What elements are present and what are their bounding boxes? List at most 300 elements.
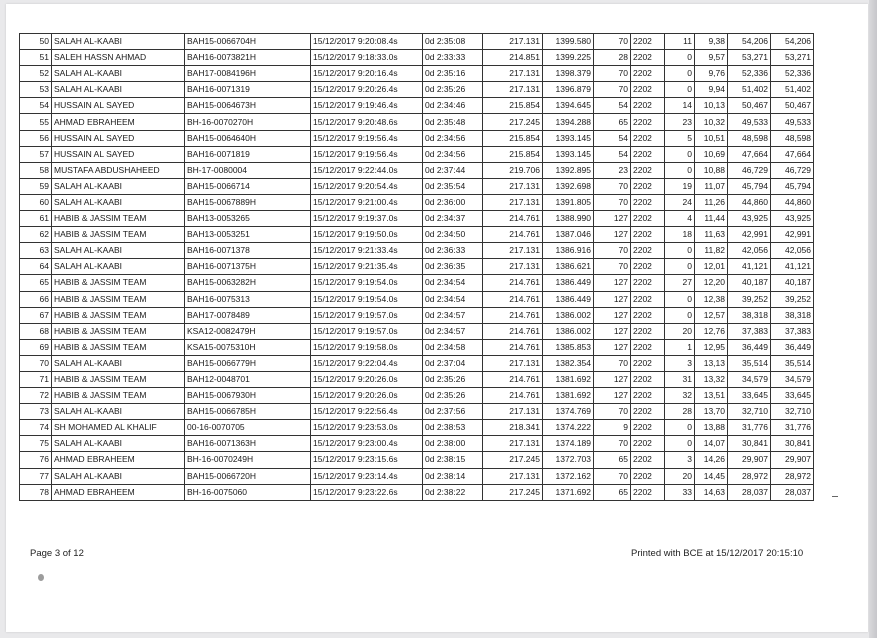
printed-stamp: Printed with BCE at 15/12/2017 20:15:10	[631, 548, 804, 559]
cell-arrival: 15/12/2017 9:20:26.0s	[311, 371, 423, 387]
cell-points-a: 54,206	[728, 34, 771, 50]
cell-points-b: 42,991	[771, 227, 814, 243]
cell-coef: 13,32	[695, 371, 728, 387]
cell-ring: BH-16-0075060	[185, 484, 311, 500]
cell-points-a: 50,467	[728, 98, 771, 114]
cell-ring: BAH17-0078489	[185, 307, 311, 323]
cell-ring: BAH12-0048701	[185, 371, 311, 387]
cell-points-a: 49,533	[728, 114, 771, 130]
cell-arrival: 15/12/2017 9:23:00.4s	[311, 436, 423, 452]
cell-code: 2202	[631, 34, 665, 50]
cell-speed: 1382.354	[543, 355, 594, 371]
table-row	[20, 259, 814, 275]
cell-owner: SALAH AL-KAABI	[52, 355, 185, 371]
table-row	[20, 452, 814, 468]
table-row	[20, 211, 814, 227]
cell-distance: 215.854	[483, 98, 543, 114]
cell-speed: 1372.162	[543, 468, 594, 484]
cell-coef: 14,63	[695, 484, 728, 500]
cell-owner: SALAH AL-KAABI	[52, 194, 185, 210]
cell-entries: 127	[594, 211, 631, 227]
cell-owner: MUSTAFA ABDUSHAHEED	[52, 162, 185, 178]
cell-points-b: 37,383	[771, 323, 814, 339]
cell-arrival: 15/12/2017 9:23:53.0s	[311, 420, 423, 436]
cell-owner: HUSSAIN AL SAYED	[52, 98, 185, 114]
cell-flight-time: 0d 2:37:56	[423, 404, 483, 420]
cell-distance: 214.761	[483, 307, 543, 323]
cell-speed: 1399.225	[543, 50, 594, 66]
cell-ring: BAH16-0071375H	[185, 259, 311, 275]
cell-arrival: 15/12/2017 9:20:48.6s	[311, 114, 423, 130]
cell-owner: SALAH AL-KAABI	[52, 404, 185, 420]
cell-ring: BAH16-0071378	[185, 243, 311, 259]
cell-speed: 1388.990	[543, 211, 594, 227]
cell-flight-time: 0d 2:34:54	[423, 275, 483, 291]
results-table-body	[20, 34, 814, 501]
cell-code: 2202	[631, 307, 665, 323]
cell-code: 2202	[631, 404, 665, 420]
cell-arrival: 15/12/2017 9:20:26.4s	[311, 82, 423, 98]
cell-position: 59	[20, 178, 52, 194]
cell-code: 2202	[631, 146, 665, 162]
cell-flight-time: 0d 2:34:54	[423, 291, 483, 307]
cell-points-b: 46,729	[771, 162, 814, 178]
cell-ring: BAH13-0053265	[185, 211, 311, 227]
table-row	[20, 468, 814, 484]
table-row	[20, 484, 814, 500]
cell-arrival: 15/12/2017 9:19:56.4s	[311, 130, 423, 146]
table-row	[20, 420, 814, 436]
cell-entries: 127	[594, 307, 631, 323]
cell-speed: 1393.145	[543, 130, 594, 146]
cell-entries: 65	[594, 484, 631, 500]
cell-coef: 9,38	[695, 34, 728, 50]
cell-speed: 1374.769	[543, 404, 594, 420]
cell-coef: 12,57	[695, 307, 728, 323]
cell-entries: 127	[594, 227, 631, 243]
cell-points-b: 43,925	[771, 211, 814, 227]
cell-arrival: 15/12/2017 9:22:04.4s	[311, 355, 423, 371]
cell-owner: SALAH AL-KAABI	[52, 178, 185, 194]
cell-owner: AHMAD EBRAHEEM	[52, 484, 185, 500]
cell-arrival: 15/12/2017 9:23:22.6s	[311, 484, 423, 500]
cell-entries: 65	[594, 452, 631, 468]
cell-position: 63	[20, 243, 52, 259]
cell-speed: 1374.189	[543, 436, 594, 452]
cell-flight-time: 0d 2:35:26	[423, 82, 483, 98]
cell-points-b: 28,037	[771, 484, 814, 500]
cell-code: 2202	[631, 339, 665, 355]
cell-position: 61	[20, 211, 52, 227]
cell-entries: 70	[594, 259, 631, 275]
cell-owner: SALAH AL-KAABI	[52, 259, 185, 275]
cell-ring: BH-16-0070270H	[185, 114, 311, 130]
cell-distance: 214.761	[483, 323, 543, 339]
cell-arrival: 15/12/2017 9:19:37.0s	[311, 211, 423, 227]
cell-entries: 127	[594, 371, 631, 387]
cell-count: 0	[665, 82, 695, 98]
cell-arrival: 15/12/2017 9:21:33.4s	[311, 243, 423, 259]
cell-count: 0	[665, 420, 695, 436]
cell-distance: 214.851	[483, 50, 543, 66]
cell-code: 2202	[631, 66, 665, 82]
cell-ring: BAH16-0071819	[185, 146, 311, 162]
cell-coef: 10,51	[695, 130, 728, 146]
cell-count: 32	[665, 388, 695, 404]
cell-count: 0	[665, 243, 695, 259]
cell-coef: 11,44	[695, 211, 728, 227]
cell-points-b: 51,402	[771, 82, 814, 98]
cell-entries: 127	[594, 275, 631, 291]
cell-ring: KSA12-0082479H	[185, 323, 311, 339]
cell-entries: 70	[594, 194, 631, 210]
cell-entries: 54	[594, 98, 631, 114]
table-row	[20, 50, 814, 66]
cell-points-b: 47,664	[771, 146, 814, 162]
cell-owner: AHMAD EBRAHEEM	[52, 114, 185, 130]
cell-count: 11	[665, 34, 695, 50]
cell-count: 1	[665, 339, 695, 355]
cell-points-a: 53,271	[728, 50, 771, 66]
cell-coef: 11,82	[695, 243, 728, 259]
cell-owner: HABIB & JASSIM TEAM	[52, 388, 185, 404]
cell-points-a: 45,794	[728, 178, 771, 194]
cell-code: 2202	[631, 114, 665, 130]
table-row	[20, 355, 814, 371]
cell-position: 72	[20, 388, 52, 404]
cell-points-a: 28,037	[728, 484, 771, 500]
cell-ring: BAH15-0063282H	[185, 275, 311, 291]
cell-entries: 70	[594, 436, 631, 452]
cell-code: 2202	[631, 388, 665, 404]
cell-points-a: 40,187	[728, 275, 771, 291]
cell-entries: 70	[594, 355, 631, 371]
cell-position: 71	[20, 371, 52, 387]
cell-code: 2202	[631, 484, 665, 500]
cell-flight-time: 0d 2:33:33	[423, 50, 483, 66]
table-row	[20, 436, 814, 452]
cell-speed: 1398.379	[543, 66, 594, 82]
table-row	[20, 275, 814, 291]
cell-owner: SALAH AL-KAABI	[52, 82, 185, 98]
cell-speed: 1396.879	[543, 82, 594, 98]
cell-speed: 1386.449	[543, 291, 594, 307]
cell-speed: 1391.805	[543, 194, 594, 210]
cell-ring: BAH15-0064640H	[185, 130, 311, 146]
cell-distance: 214.761	[483, 388, 543, 404]
table-row	[20, 194, 814, 210]
cell-coef: 12,76	[695, 323, 728, 339]
cell-coef: 11,63	[695, 227, 728, 243]
cell-owner: HABIB & JASSIM TEAM	[52, 211, 185, 227]
cell-entries: 28	[594, 50, 631, 66]
cell-position: 67	[20, 307, 52, 323]
cell-speed: 1386.002	[543, 323, 594, 339]
cell-entries: 65	[594, 114, 631, 130]
cell-coef: 13,51	[695, 388, 728, 404]
cell-arrival: 15/12/2017 9:20:08.4s	[311, 34, 423, 50]
cell-coef: 14,26	[695, 452, 728, 468]
cell-count: 14	[665, 98, 695, 114]
cell-speed: 1371.692	[543, 484, 594, 500]
scan-mark	[832, 496, 838, 497]
cell-position: 50	[20, 34, 52, 50]
cell-ring: BAH15-0066714	[185, 178, 311, 194]
cell-ring: BAH16-0071363H	[185, 436, 311, 452]
cell-coef: 13,70	[695, 404, 728, 420]
cell-coef: 11,07	[695, 178, 728, 194]
cell-distance: 217.131	[483, 243, 543, 259]
scan-edge	[869, 0, 877, 638]
cell-flight-time: 0d 2:35:48	[423, 114, 483, 130]
cell-distance: 217.131	[483, 34, 543, 50]
cell-speed: 1393.145	[543, 146, 594, 162]
cell-position: 54	[20, 98, 52, 114]
cell-distance: 217.131	[483, 178, 543, 194]
cell-count: 33	[665, 484, 695, 500]
cell-ring: BAH15-0067889H	[185, 194, 311, 210]
cell-code: 2202	[631, 130, 665, 146]
cell-coef: 12,95	[695, 339, 728, 355]
cell-speed: 1386.002	[543, 307, 594, 323]
table-row	[20, 388, 814, 404]
cell-position: 62	[20, 227, 52, 243]
table-row	[20, 146, 814, 162]
cell-points-b: 54,206	[771, 34, 814, 50]
cell-arrival: 15/12/2017 9:21:00.4s	[311, 194, 423, 210]
cell-points-a: 43,925	[728, 211, 771, 227]
cell-speed: 1394.288	[543, 114, 594, 130]
cell-flight-time: 0d 2:35:26	[423, 388, 483, 404]
cell-count: 0	[665, 436, 695, 452]
table-row	[20, 323, 814, 339]
cell-entries: 70	[594, 178, 631, 194]
cell-points-b: 53,271	[771, 50, 814, 66]
cell-entries: 70	[594, 243, 631, 259]
page-number: Page 3 of 12	[30, 548, 84, 559]
cell-count: 18	[665, 227, 695, 243]
table-row	[20, 162, 814, 178]
cell-position: 60	[20, 194, 52, 210]
cell-speed: 1372.703	[543, 452, 594, 468]
cell-owner: HUSSAIN AL SAYED	[52, 130, 185, 146]
cell-code: 2202	[631, 275, 665, 291]
cell-owner: SALAH AL-KAABI	[52, 243, 185, 259]
cell-entries: 23	[594, 162, 631, 178]
cell-points-a: 31,776	[728, 420, 771, 436]
cell-arrival: 15/12/2017 9:19:50.0s	[311, 227, 423, 243]
cell-arrival: 15/12/2017 9:20:16.4s	[311, 66, 423, 82]
cell-owner: HABIB & JASSIM TEAM	[52, 307, 185, 323]
cell-points-a: 34,579	[728, 371, 771, 387]
cell-points-b: 41,121	[771, 259, 814, 275]
cell-flight-time: 0d 2:34:57	[423, 323, 483, 339]
cell-points-b: 50,467	[771, 98, 814, 114]
cell-distance: 217.131	[483, 404, 543, 420]
cell-flight-time: 0d 2:38:15	[423, 452, 483, 468]
cell-entries: 54	[594, 130, 631, 146]
cell-ring: BAH17-0084196H	[185, 66, 311, 82]
cell-distance: 217.131	[483, 66, 543, 82]
cell-position: 51	[20, 50, 52, 66]
cell-points-b: 42,056	[771, 243, 814, 259]
cell-points-a: 46,729	[728, 162, 771, 178]
cell-arrival: 15/12/2017 9:20:54.4s	[311, 178, 423, 194]
cell-count: 20	[665, 323, 695, 339]
cell-code: 2202	[631, 259, 665, 275]
cell-position: 77	[20, 468, 52, 484]
cell-position: 56	[20, 130, 52, 146]
cell-distance: 214.761	[483, 371, 543, 387]
cell-distance: 217.131	[483, 82, 543, 98]
cell-points-a: 47,664	[728, 146, 771, 162]
cell-owner: HABIB & JASSIM TEAM	[52, 275, 185, 291]
cell-ring: KSA15-0075310H	[185, 339, 311, 355]
cell-count: 31	[665, 371, 695, 387]
cell-distance: 214.761	[483, 339, 543, 355]
cell-distance: 219.706	[483, 162, 543, 178]
cell-distance: 214.761	[483, 227, 543, 243]
cell-flight-time: 0d 2:35:26	[423, 371, 483, 387]
cell-owner: AHMAD EBRAHEEM	[52, 452, 185, 468]
cell-entries: 70	[594, 404, 631, 420]
cell-ring: BAH15-0066779H	[185, 355, 311, 371]
cell-coef: 9,94	[695, 82, 728, 98]
cell-position: 69	[20, 339, 52, 355]
cell-flight-time: 0d 2:38:00	[423, 436, 483, 452]
cell-ring: BAH13-0053251	[185, 227, 311, 243]
table-row	[20, 227, 814, 243]
cell-flight-time: 0d 2:34:56	[423, 130, 483, 146]
cell-entries: 127	[594, 323, 631, 339]
cell-points-a: 36,449	[728, 339, 771, 355]
cell-flight-time: 0d 2:35:08	[423, 34, 483, 50]
cell-coef: 13,88	[695, 420, 728, 436]
cell-owner: SH MOHAMED AL KHALIF	[52, 420, 185, 436]
cell-points-b: 30,841	[771, 436, 814, 452]
cell-owner: HABIB & JASSIM TEAM	[52, 291, 185, 307]
cell-position: 64	[20, 259, 52, 275]
cell-speed: 1385.853	[543, 339, 594, 355]
cell-speed: 1374.222	[543, 420, 594, 436]
table-row	[20, 130, 814, 146]
cell-owner: HABIB & JASSIM TEAM	[52, 227, 185, 243]
cell-points-b: 39,252	[771, 291, 814, 307]
cell-code: 2202	[631, 371, 665, 387]
cell-position: 76	[20, 452, 52, 468]
cell-coef: 14,45	[695, 468, 728, 484]
cell-points-b: 38,318	[771, 307, 814, 323]
cell-count: 27	[665, 275, 695, 291]
cell-points-b: 28,972	[771, 468, 814, 484]
cell-owner: HABIB & JASSIM TEAM	[52, 339, 185, 355]
cell-entries: 127	[594, 339, 631, 355]
cell-speed: 1387.046	[543, 227, 594, 243]
cell-count: 0	[665, 50, 695, 66]
cell-arrival: 15/12/2017 9:21:35.4s	[311, 259, 423, 275]
cell-code: 2202	[631, 82, 665, 98]
cell-points-b: 33,645	[771, 388, 814, 404]
cell-code: 2202	[631, 227, 665, 243]
cell-count: 0	[665, 291, 695, 307]
cell-distance: 217.131	[483, 468, 543, 484]
cell-arrival: 15/12/2017 9:19:46.4s	[311, 98, 423, 114]
cell-ring: BH-17-0080004	[185, 162, 311, 178]
cell-code: 2202	[631, 178, 665, 194]
cell-position: 74	[20, 420, 52, 436]
cell-entries: 127	[594, 291, 631, 307]
cell-coef: 12,01	[695, 259, 728, 275]
cell-coef: 14,07	[695, 436, 728, 452]
cell-count: 4	[665, 211, 695, 227]
cell-speed: 1392.698	[543, 178, 594, 194]
cell-count: 23	[665, 114, 695, 130]
cell-count: 20	[665, 468, 695, 484]
cell-points-b: 31,776	[771, 420, 814, 436]
cell-ring: BAH15-0067930H	[185, 388, 311, 404]
cell-entries: 70	[594, 66, 631, 82]
cell-flight-time: 0d 2:35:54	[423, 178, 483, 194]
cell-flight-time: 0d 2:36:35	[423, 259, 483, 275]
cell-points-b: 52,336	[771, 66, 814, 82]
cell-distance: 214.761	[483, 291, 543, 307]
cell-position: 66	[20, 291, 52, 307]
cell-distance: 217.245	[483, 114, 543, 130]
cell-count: 28	[665, 404, 695, 420]
cell-points-a: 29,907	[728, 452, 771, 468]
cell-distance: 217.131	[483, 259, 543, 275]
table-row	[20, 114, 814, 130]
results-table	[19, 33, 814, 501]
cell-position: 53	[20, 82, 52, 98]
cell-coef: 12,20	[695, 275, 728, 291]
cell-flight-time: 0d 2:37:44	[423, 162, 483, 178]
cell-owner: SALAH AL-KAABI	[52, 34, 185, 50]
cell-points-a: 48,598	[728, 130, 771, 146]
cell-points-b: 34,579	[771, 371, 814, 387]
cell-flight-time: 0d 2:34:58	[423, 339, 483, 355]
cell-distance: 217.131	[483, 355, 543, 371]
cell-position: 58	[20, 162, 52, 178]
cell-points-a: 51,402	[728, 82, 771, 98]
cell-flight-time: 0d 2:34:50	[423, 227, 483, 243]
cell-coef: 10,32	[695, 114, 728, 130]
cell-ring: 00-16-0070705	[185, 420, 311, 436]
cell-speed: 1386.449	[543, 275, 594, 291]
cell-points-b: 36,449	[771, 339, 814, 355]
cell-distance: 217.131	[483, 436, 543, 452]
cell-points-a: 33,645	[728, 388, 771, 404]
cell-owner: HUSSAIN AL SAYED	[52, 146, 185, 162]
cell-owner: SALEH HASSN AHMAD	[52, 50, 185, 66]
cell-count: 0	[665, 307, 695, 323]
cell-count: 0	[665, 146, 695, 162]
scan-speck	[38, 574, 44, 581]
table-row	[20, 82, 814, 98]
cell-points-a: 32,710	[728, 404, 771, 420]
cell-points-a: 42,056	[728, 243, 771, 259]
cell-points-b: 45,794	[771, 178, 814, 194]
cell-ring: BAH16-0075313	[185, 291, 311, 307]
cell-points-b: 44,860	[771, 194, 814, 210]
cell-speed: 1386.621	[543, 259, 594, 275]
cell-speed: 1392.895	[543, 162, 594, 178]
cell-distance: 214.761	[483, 211, 543, 227]
cell-coef: 10,13	[695, 98, 728, 114]
cell-distance: 217.131	[483, 194, 543, 210]
cell-count: 0	[665, 162, 695, 178]
cell-distance: 215.854	[483, 146, 543, 162]
